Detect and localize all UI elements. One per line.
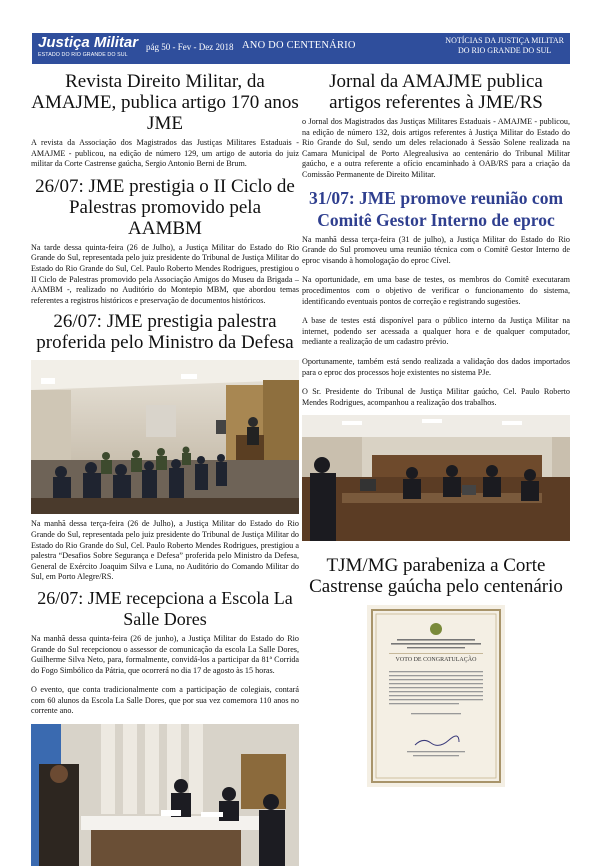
article-title-revista: Revista Direito Militar, da AMAJME, publica artigo 170 anos JME [31,71,299,134]
article-body-ministro: Na manhã dessa terça-feira (26 de Julho), a Justiça Militar do Estado do Rio Grande do Sul, representada pelo juiz presidente do Tribunal de Justiça Militar do Estado do Rio Grande do Sul, Cel. Paulo Roberto Mendes Rodrigues, prestigiou a palestra “Desafios Sobre Segurança e Defesa” proferida pelo Ministro da Defesa, General de Exército Joaquim Silva e Luna, no Auditório do Comando Militar do Sul, em Porto Alegre/RS. [31,519,299,582]
photo-courtroom-meeting [302,415,570,541]
section-line-2: DO RIO GRANDE DO SUL [457,46,552,55]
congratulation-certificate [367,605,505,787]
article-body-eproc-5: O Sr. Presidente do Tribunal de Justiça Militar gaúcho, Cel. Paulo Roberto Mendes Rodrigues, acompanhou a realização dos trabalhos. [302,387,570,407]
page-header [32,33,570,64]
article-body-eproc-1: Na manhã dessa terça-feira (31 de julho), a Justiça Militar do Estado do Rio Grande do Sul promoveu uma reunião técnica com o Comitê Gestor Interno de eproc visando à homologação do eproc Cível. [302,234,570,265]
section-line-1: NOTÍCIAS DA JUSTIÇA MILITAR [445,36,564,45]
article-body-aambm: Na tarde dessa quinta-feira (26 de Julho), a Justiça Militar do Estado do Rio Grande do Sul, representada pelo juiz presidente do Tribunal de Justiça Militar do Estado do Rio Grande do Sul, Cel. Paulo Roberto Mendes Rodrigues, prestigiou o II Ciclo de Palestras promovido pela Associação Amigos do Museu da Brigada – AAMBM -, realizado no Auditório do Montepio MBM, que abordou temas referentes a registros históricos e preservação de documentos históricos. [31,242,299,305]
centenary-label: ANO DO CENTENÁRIO [242,40,356,51]
article-title-lasalle: 26/07: JME recepciona a Escola La Salle Dores [37,587,293,629]
logo-subtitle: ESTADO DO RIO GRANDE DO SUL [38,52,128,58]
article-body-jornal: o Jornal dos Magistrados das Justiças Militares Estaduais - AMAJME - publicou, na edição de número 132, dois artigos referentes à Justiça Militar do Estado do Rio Grande do Sul, sendo um deles relacionado à Sessão Solene realizada na Camara Municipal de Porto Alegrealusiva ao centenário do Tribunal Militar gaúcho, e a outra referente a ofício encaminhado à OAB/RS para a criação da Comissão Permanente de Direito Militar. [302,117,570,179]
justica-militar-logo [38,35,148,62]
certificate-heading: VOTO DE CONGRATULAÇÃO [395,657,477,664]
logo-title: Justiça Militar [38,34,139,51]
article-title-eproc: 31/07: JME promove reunião com Comitê Gestor Interno de eproc [308,187,564,230]
issue-info: pág 50 - Fev - Dez 2018 [146,42,234,52]
article-body-eproc-2: Na oportunidade, em uma base de testes, os membros do Comitê executaram procedimentos com o objetivo de verificar o funcionamento do sistema, identificando eventuais pontos de correção e registrando sugestões. [302,275,570,306]
article-body-lasalle-2: O evento, que conta tradicionalmente com a participação de colegiais, contará com 60 alunos da Escola La Salle Dores, que por sua vez comemora 110 anos no corrente ano. [31,685,299,716]
article-title-tjm: TJM/MG parabeniza a Corte Castrense gaúcha pelo centenário [309,555,563,598]
section-label [445,36,564,56]
photo-auditorium [31,360,299,514]
article-body-lasalle-1: Na manhã dessa quinta-feira (26 de junho), a Justiça Militar do Estado do Rio Grande do Sul recepcionou o assessor de comunicação da escola La Salle Dores, Guilherme Silva Neto, para, formalmente, convidá-los a participar da 81ª Corrida do Fogo Simbólico da Pátria, que ocorrerá no dia 17 de agosto às 15 horas. [31,633,299,675]
right-column [302,66,570,787]
article-body-eproc-4: Oportunamente, também está sendo realizada a validação dos dados importados para o eproc dos processos hoje existentes no sistema PJe. [302,356,570,377]
article-title-aambm: 26/07: JME prestigia o II Ciclo de Palestras promovido pela AAMBM [35,175,295,239]
article-body-revista: A revista da Associação dos Magistrados das Justiças Militares Estaduais - AMAJME - publicou, na edição de número 129, um artigo de autoria do juiz militar da Corte Castrense gaúcha, Sergio Antonio Berni de Brum. [31,138,299,169]
article-body-eproc-3: A base de testes está disponível para o público interno da Justiça Militar na internet, podendo ser acessada a qualquer hora e de qualquer computador, mediante a realização de um cadastro prévio. [302,316,570,347]
article-title-ministro: 26/07: JME prestigia palestra proferida pelo Ministro da Defesa [36,311,294,354]
article-title-jornal: Jornal da AMAJME publica artigos referentes à JME/RS [329,71,543,113]
photo-meeting-lasalle [31,724,299,866]
left-column [31,66,299,866]
